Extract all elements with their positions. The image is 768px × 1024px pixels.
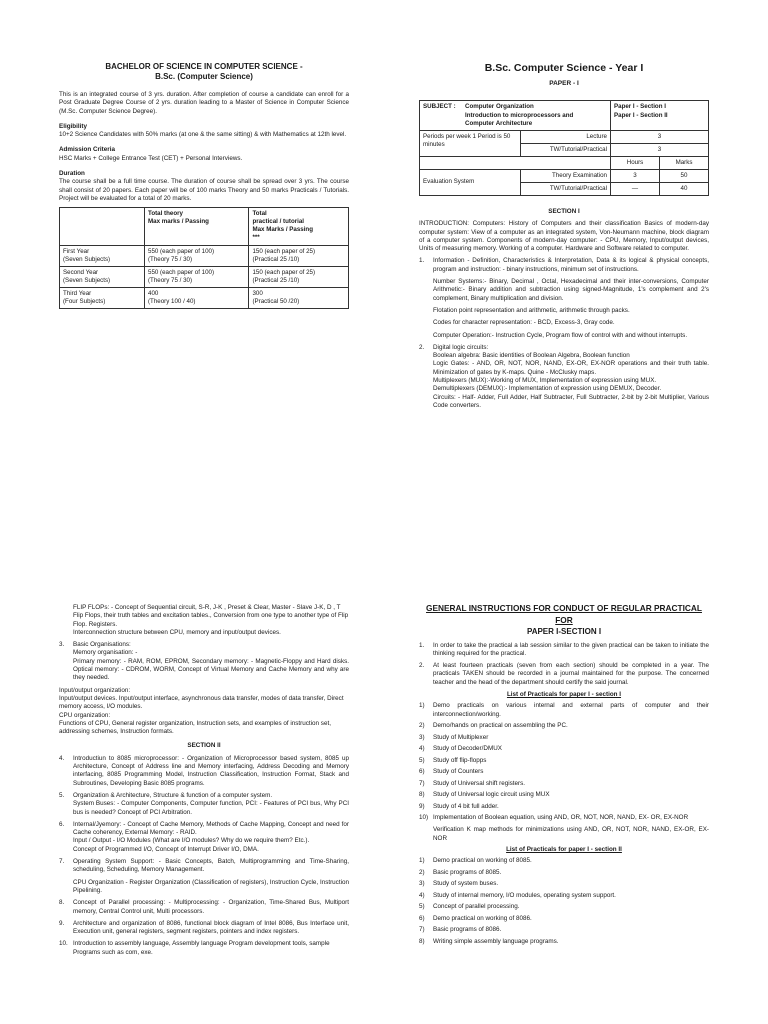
admission-text: HSC Marks + College Entrance Test (CET) + Personal Interviews.	[59, 154, 243, 162]
list-item: 7) Basic programs of 8086.	[419, 926, 502, 934]
tw2-hours: —	[611, 182, 660, 195]
admission-heading: Admission Criteria	[59, 146, 115, 154]
list-item: 1) Demo practical on working of 8085.	[419, 857, 532, 865]
marks-table-head-cell: Total theory Max marks / Passing	[145, 208, 249, 245]
cpu-heading: CPU organization:	[59, 711, 111, 719]
duration-text: The course shall be a full time course. The duration of course shall be spread over 3 yrs. The course shall consist of 20 papers. Each paper will be of 100 marks Theory and 50 marks Practicals / Tutorials. Project will be evaluated for a total of 20 marks.	[59, 178, 349, 202]
theory-marks: 50	[660, 169, 709, 182]
lecture-cell: Lecture	[521, 130, 611, 143]
list-item: 6) Study of Counters	[419, 768, 484, 776]
practicals-list-2	[419, 857, 709, 946]
general-instructions-title: GENERAL INSTRUCTIONS FOR CONDUCT OF REGULAR PRACTICAL FOR	[426, 603, 702, 626]
list-item: 5) Study off flip-flopps	[419, 756, 487, 764]
list-item: 8. Concept of Parallel processing: - Multiprocessing: - Organization, Time-Shared Bus, Multiport memory, Central Control unit, Multi processors.	[59, 899, 349, 915]
marks-header: Marks	[660, 156, 709, 169]
basic-org-list	[59, 641, 349, 682]
practicals-list-1	[419, 702, 709, 843]
list-item: 7) Study of Universal shift registers.	[419, 779, 526, 787]
empty-cell	[420, 156, 611, 169]
list-item: 4) Study of Decoder/DMUX	[419, 745, 502, 753]
year-title: B.Sc. Computer Science - Year I	[484, 62, 644, 74]
general-instructions-list	[419, 642, 709, 687]
list-item: 6. Internal/Jyemory: - Concept of Cache Memory, Methods of Cache Mapping, Concept and need for Cache coherency, External Memory: - RAID. Input / Output - I/O Modules (What are I/O modules? Why do we require them? Etc.). Concept of Programmed I/O, Concept of Interrupt Driver I/O, DMA.	[59, 820, 349, 853]
list-item: 2) Basic programs of 8085.	[419, 868, 502, 876]
eligibility-heading: Eligibility	[59, 122, 87, 130]
cpu-text: Functions of CPU, General register organization, Instruction sets, and examples of instruction set, addressing schemes, Instruction formats.	[59, 719, 331, 736]
section-1-list	[419, 257, 709, 410]
paper-sections-cell: Paper I - Section I Paper I - Section II	[611, 101, 709, 130]
marks-table-cell: 550 (each paper of 100) (Theory 75 / 30)	[145, 266, 249, 287]
periods-cell: Periods per week 1 Period is 50 minutes	[420, 130, 521, 156]
marks-table-head-cell: Total practical / tutorial Max Marks / Passing ***	[249, 208, 349, 245]
list-item: 8) Writing simple assembly language programs.	[419, 937, 559, 945]
tw2-marks: 40	[660, 182, 709, 195]
list-item: 9) Study of 4 bit full adder.	[419, 802, 499, 810]
section-1-heading: SECTION I	[548, 207, 580, 215]
practicals-list-2-heading: List of Practicals for paper I - section II	[506, 846, 622, 854]
marks-table-cell: 150 (each paper of 25) (Practical 25 /10)	[249, 245, 349, 266]
tw-value: 3	[611, 143, 709, 156]
list-item: 3) Study of system buses.	[419, 880, 499, 888]
list-item: 8) Study of Universal logic circuit using MUX	[419, 791, 550, 799]
marks-table-head-cell	[60, 208, 145, 245]
marks-table-cell: Third Year (Four Subjects)	[60, 287, 145, 308]
right-top-column	[419, 62, 709, 414]
marks-table	[59, 207, 349, 309]
list-item: 10. Introduction to assembly language, Assembly language Program development tools, sample Programs such as com, exe.	[59, 940, 330, 956]
list-item: 1) Demo practicals on various internal and external parts of computer and their interconnection/working.	[419, 702, 709, 718]
duration-heading: Duration	[59, 170, 85, 178]
practicals-list-1-heading: List of Practicals for paper I - section I	[506, 691, 622, 699]
tw-cell: TW/Tutorial/Practical	[521, 143, 611, 156]
marks-table-cell: First Year (Seven Subjects)	[60, 245, 145, 266]
section-2-list	[59, 755, 349, 957]
lecture-value: 3	[611, 130, 709, 143]
right-bottom-column	[419, 602, 709, 949]
left-bottom-column	[59, 604, 349, 961]
list-item: 6) Demo practical on working of 8086.	[419, 914, 532, 922]
evaluation-cell: Evaluation System	[420, 169, 521, 195]
list-item: 9. Architecture and organization of 8086, functional block diagram of Intel 8086, Bus Interface unit, Execution unit, general registers, segment registers, pointers and index registers.	[59, 919, 349, 936]
list-item: 3. Basic Organisations: Memory organisation: - Primary memory: - RAM, ROM, EPROM, Secondary memory: - Magnetic-Floppy and Hard disks. Optical memory: - CDROM, WORM, Concept of Virtual Memory and Cache Memory and why are they needed.	[59, 641, 349, 682]
interconnection-text: Interconnection structure between CPU, memory and input/output devices.	[73, 628, 281, 636]
list-item: 7. Operating System Support: - Basic Concepts, Batch, Multiprogramming and Time-Sharing, scheduling, Scheduling, Memory Management. CPU Organization - Register Organization (Classification of registers), Instruction Cycle, Instruction Pipelining.	[59, 858, 349, 894]
theory-exam-cell: Theory Examination	[521, 169, 611, 182]
io-heading: Input/output organization:	[59, 686, 131, 694]
tw2-cell: TW/Tutorial/Practical	[521, 182, 611, 195]
course-intro: This is an integrated course of 3 yrs. duration. After completion of course a candidate can enroll for a Post Graduate Degree Course of 2 yrs. duration leading to a Master of Science in Computer Science (M.Sc. Computer Science Degree).	[59, 91, 349, 115]
list-item: 5. Organization & Architecture, Structure & function of a computer system. System Buses: - Computer Components, Computer function, PCI: - Features of PCI bus, Why PCI bus is needed? Concept of PCI Arbitration.	[59, 791, 349, 816]
list-item: 1. Information - Definition, Characteristics & Interpretation, Data & its logical & physical concepts, program and instruction: - binary instructions, minimum set of instructions. Number Systems:- Binary, Decimal , Octal, Hexadecimal and their inter-conversions, Computer Arithmetic:- Binary addition and subtraction using signed-Magnitude, 1's complement and 2's complement, Binary multiplication and division. Flotation point representation and arithmetic, arithmetic through packs. Codes for character representation: - BCD, Excess-3, Gray code. Computer Operation:- Instruction Cycle, Program flow of control with and without interrupts.	[419, 257, 709, 339]
hours-header: Hours	[611, 156, 660, 169]
course-title: BACHELOR OF SCIENCE IN COMPUTER SCIENCE - B.Sc. (Computer Science)	[105, 62, 303, 81]
marks-table-cell: 550 (each paper of 100) (Theory 75 / 30)	[145, 245, 249, 266]
list-item: 3) Study of Multiplexer	[419, 733, 489, 741]
list-item: 4) Study of internal memory, I/O modules, operating system support.	[419, 891, 616, 899]
flip-flops-text: FLIP FLOPs: - Concept of Sequential circuit, S-R, J-K , Preset & Clear, Master - Slave J-K, D , T Flip Flops, their truth tables and excitation tables., Conversion from one type to another type of Flip Flop. Registers.	[73, 604, 349, 628]
list-item: 4. Introductiun to 8085 microprocessor: - Organization of Microprocessor based system, 8085 up Architecture, Concept of Address line and Memory interfacing, Address Decoding and Memory interfacing, 8085 Programming Model, Instruction Classification, Instruction Format, Stack and Subroutines, Developing Basic 8085 programs.	[59, 754, 349, 787]
left-top-column	[59, 62, 349, 309]
list-item: 2. Digital logic circuits: Boolean algebra: Basic identities of Boolean Algebra, Boolean function Logic Gates: - AND, OR, NOT, NOR, NAND, EX-OR, EX-NOR operations and their truth table. Minimization of gates by K-maps. Quine - McClusky maps. Multiplexers (MUX):-Working of MUX, Implementation of expression using MUX. Demultiplexers (DEMUX):- Implementation of expression using DEMUX, Decoder. Circuits: - Half- Adder, Full Adder, Half Subtracter, Full Subtracter, 2-bit by 2-bit Multiplier, Various Code converters.	[419, 343, 709, 409]
theory-hours: 3	[611, 169, 660, 182]
marks-table-cell: Second Year (Seven Subjects)	[60, 266, 145, 287]
list-item: 2) Demo/hands on practical on assembling the PC.	[419, 722, 568, 730]
marks-table-cell: 400 (Theory 100 / 40)	[145, 287, 249, 308]
list-item: 1. In order to take the practical a lab session similar to the given practical can be taken to initiate the thinking required for the practical.	[419, 641, 709, 657]
io-text: Input/output devices. Input/output interface, asynchronous data transfer, modes of data transfer, Direct memory access, I/O modules.	[59, 694, 344, 711]
list-item: 5) Concept of parallel processing.	[419, 903, 520, 911]
subject-cell: SUBJECT : Computer Organization Introduction to microprocessors and Computer Architecture	[420, 101, 611, 130]
introduction-text: INTRODUCTION: Computers: History of Computers and their classification Basics of modern-day computer system: View of a computer as an integrated system, Von-Neumann machine, block diagram of a computer system. Components of modern-day computer: - CPU, Memory, Input/output devices, Units of measuring memory. Working of a computer. Hardware and Software related to computer.	[419, 220, 709, 253]
marks-table-cell: 300 (Practical 50 /20)	[249, 287, 349, 308]
paper-label: PAPER - I	[549, 79, 579, 87]
eligibility-text: 10+2 Science Candidates with 50% marks (at one & the same sitting) & with Mathematics at 12th level.	[59, 131, 347, 139]
list-item: 2. At least fourteen practicals (seven from each section) should be completed in a year. The practicals TAKEN should be recorded in a journal maintained for the purpose. The concerned teacher and the head of the department should certify the said journal.	[419, 662, 709, 686]
subject-table	[419, 100, 709, 196]
section-2-heading: SECTION II	[187, 742, 221, 750]
marks-table-cell: 150 (each paper of 25) (Practical 25 /10)	[249, 266, 349, 287]
paper-section-title: PAPER I-SECTION I	[526, 627, 602, 637]
list-item: 10) Implementation of Boolean equation, using AND, OR, NOT, NOR, NAND, EX- OR, EX-NOR Verification K map methods for minimizations using AND, OR, NOT, NOR, NAND, EX-OR, EX-NOR	[419, 814, 709, 842]
